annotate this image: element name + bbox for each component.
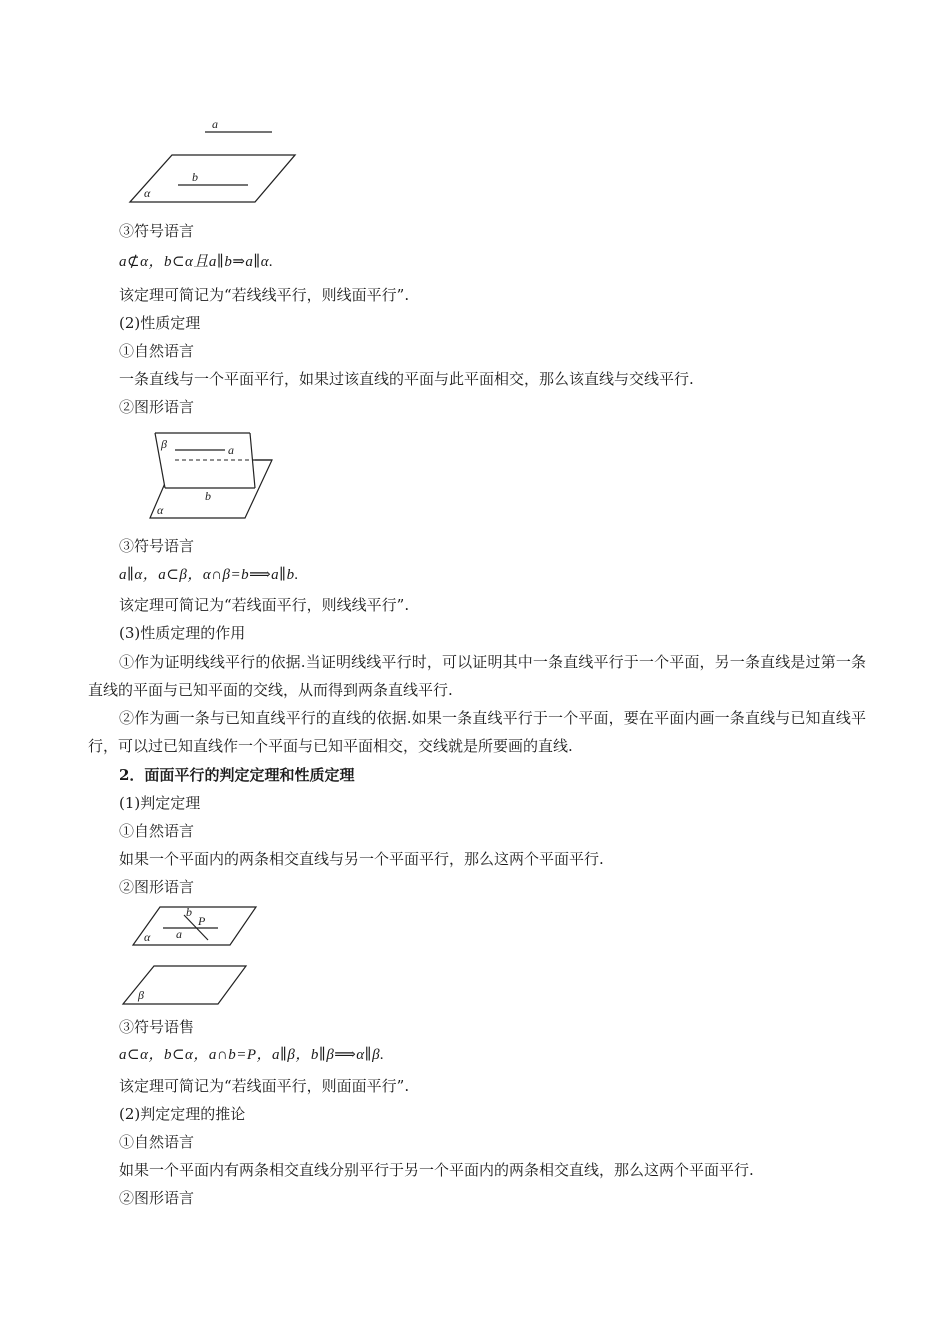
natural-language-text-2: 一条直线与一个平面平行，如果过该直线的平面与此平面相交，那么该直线与交线平行. <box>119 370 694 388</box>
figure-line-plane-parallel <box>120 110 310 210</box>
section-heading-2: 2．面面平行的判定定理和性质定理 <box>119 766 355 784</box>
figure-line-plane-property <box>145 428 280 523</box>
graphic-language-title-2: ②图形语言 <box>119 398 195 416</box>
symbol-language-title-1: ③符号语言 <box>119 222 195 240</box>
symbol-formula-2: a∥α，a⊂β，α∩β=b⟹a∥b. <box>119 567 299 583</box>
symbol-formula-3: a⊂α，b⊂α，a∩b=P，a∥β，b∥β⟹α∥β. <box>119 1047 385 1063</box>
label-b: b <box>186 905 192 919</box>
label-beta: β <box>161 437 167 451</box>
label-b: b <box>205 489 211 503</box>
natural-language-title-4: ①自然语言 <box>119 1133 195 1151</box>
label-a: a <box>212 117 218 131</box>
summary-3: 该定理可简记为“若线面平行，则面面平行”. <box>119 1077 410 1095</box>
label-alpha: α <box>144 186 151 200</box>
label-alpha: α <box>144 930 151 944</box>
graphic-language-title-3: ②图形语言 <box>119 878 195 896</box>
plane-criterion-title: (1)判定定理 <box>119 794 201 812</box>
label-a: a <box>176 927 182 941</box>
figure-plane-plane-parallel <box>118 900 268 1010</box>
plane-alpha <box>130 155 295 202</box>
summary-1: 该定理可简记为“若线线平行，则线面平行”. <box>119 286 410 304</box>
label-alpha: α <box>157 503 164 517</box>
symbol-language-title-3: ③符号语售 <box>119 1018 195 1036</box>
property-use-paragraph-2: ②作为画一条与已知直线平行的直线的依据.如果一条直线平行于一个平面，要在平面内画一条直线与已知直线平行，可以过已知直线作一个平面与已知平面相交，交线就是所要画的直线. <box>88 709 866 755</box>
natural-language-text-4: 如果一个平面内有两条相交直线分别平行于另一个平面内的两条相交直线，那么这两个平面平行. <box>119 1161 754 1179</box>
label-beta: β <box>138 988 144 1002</box>
property-theorem-title: (2)性质定理 <box>119 314 201 332</box>
label-p: P <box>198 914 206 928</box>
label-b: b <box>192 170 198 184</box>
symbol-formula-1: a⊄α，b⊂α且a∥b⇒a∥α. <box>119 254 274 270</box>
property-use-paragraph-1: ①作为证明线线平行的依据.当证明线线平行时，可以证明其中一条直线平行于一个平面，另一条直线是过第一条直线的平面与已知平面的交线，从而得到两条直线平行. <box>88 653 866 699</box>
natural-language-title-3: ①自然语言 <box>119 822 195 840</box>
natural-language-title-2: ①自然语言 <box>119 342 195 360</box>
symbol-language-title-2: ③符号语言 <box>119 537 195 555</box>
summary-2: 该定理可简记为“若线面平行，则线线平行”. <box>119 596 410 614</box>
property-use-title: (3)性质定理的作用 <box>119 624 246 642</box>
graphic-language-title-4: ②图形语言 <box>119 1189 195 1207</box>
natural-language-text-3: 如果一个平面内的两条相交直线与另一个平面平行，那么这两个平面平行. <box>119 850 604 868</box>
label-a: a <box>228 443 234 457</box>
corollary-title: (2)判定定理的推论 <box>119 1105 246 1123</box>
